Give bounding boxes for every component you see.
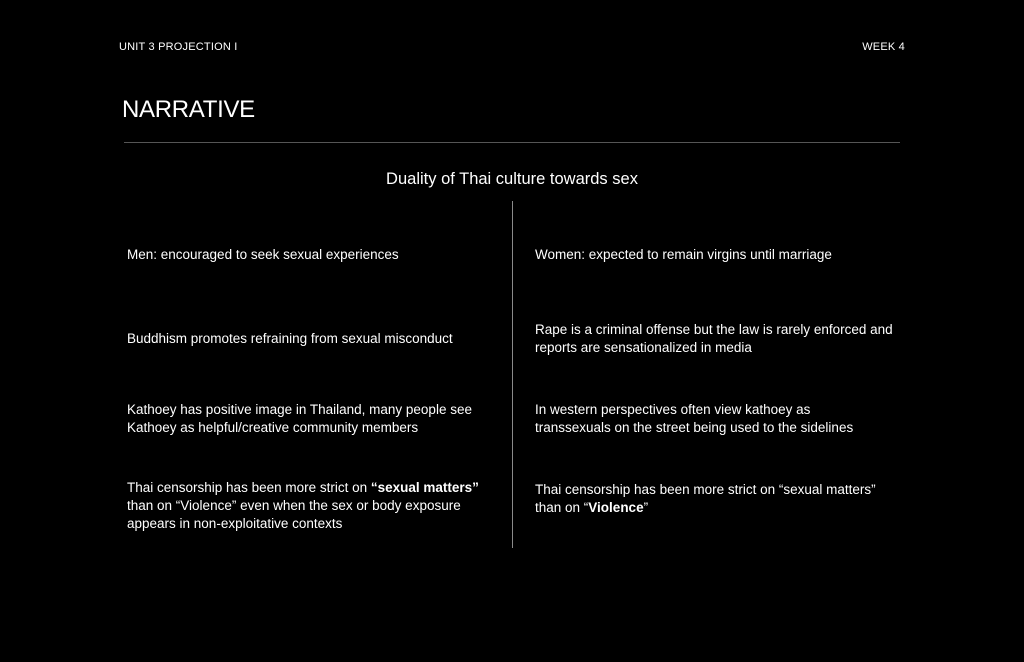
week-label: WEEK 4 xyxy=(862,41,905,53)
left-item-kathoey: Kathoey has positive image in Thailand, many people see Kathoey as helpful/creative community members xyxy=(127,402,472,435)
title-divider xyxy=(124,142,900,143)
left-item-censorship-bold: “sexual matters” xyxy=(370,480,479,495)
left-item-censorship xyxy=(127,479,492,533)
right-item-western: In western perspectives often view kathoey as transsexuals on the street being used to the sidelines xyxy=(535,402,854,435)
left-item-censorship-text-1: Thai censorship has been more strict on xyxy=(127,480,371,495)
right-item-women: Women: expected to remain virgins until marriage xyxy=(535,247,832,262)
left-item-men: Men: encouraged to seek sexual experiences xyxy=(127,247,399,262)
course-label: UNIT 3 PROJECTION I xyxy=(119,41,238,53)
column-divider xyxy=(512,201,513,548)
right-item-censorship-text-1: Thai censorship has been more strict on “sexual matters” than on “ xyxy=(535,482,876,515)
page-title: NARRATIVE xyxy=(122,96,255,123)
right-item-censorship-text-2: ” xyxy=(643,500,649,515)
left-item-censorship-text-2: than on “Violence” even when the sex or body exposure appears in non-exploitative contexts xyxy=(127,498,461,531)
left-item-buddhism: Buddhism promotes refraining from sexual misconduct xyxy=(127,331,453,346)
right-item-rape: Rape is a criminal offense but the law is rarely enforced and reports are sensationalized in media xyxy=(535,322,893,355)
right-item-censorship xyxy=(535,481,900,517)
section-subtitle: Duality of Thai culture towards sex xyxy=(386,170,638,188)
right-item-censorship-bold: Violence xyxy=(588,500,644,515)
